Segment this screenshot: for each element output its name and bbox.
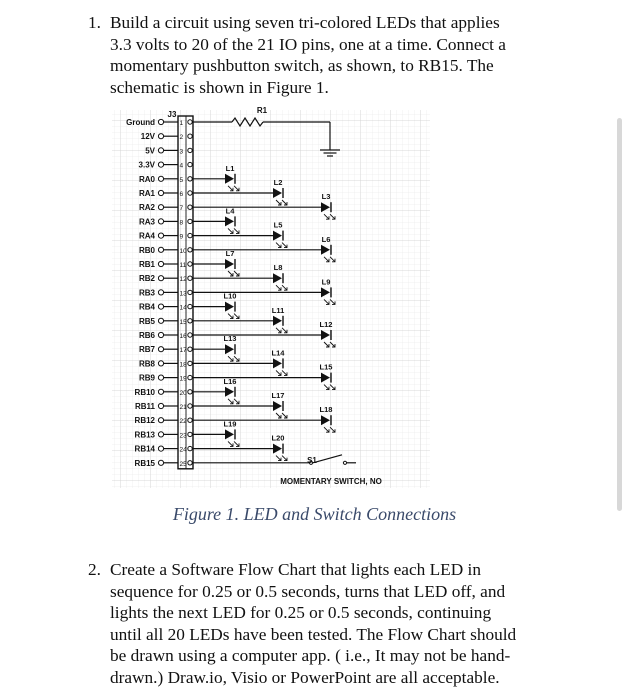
led-label: L14 bbox=[271, 348, 285, 358]
pin-terminal bbox=[158, 261, 163, 266]
pin-number: 14 bbox=[179, 304, 187, 312]
pin-terminal bbox=[158, 446, 163, 451]
pin-number: 2 bbox=[179, 134, 184, 142]
pin-number: 7 bbox=[179, 205, 184, 213]
question-1-line: Build a circuit using seven tri-colored LEDs that applies bbox=[110, 13, 500, 32]
connector-label: J3 bbox=[167, 110, 177, 119]
pin-label: RB11 bbox=[134, 402, 155, 411]
led-label: L2 bbox=[273, 178, 283, 187]
question-2-line: sequence for 0.25 or 0.5 seconds, turns that LED off, and bbox=[110, 581, 506, 601]
scrollbar[interactable] bbox=[617, 118, 622, 511]
pin-number: 16 bbox=[179, 333, 187, 340]
pin-number: 21 bbox=[179, 404, 187, 411]
led-label: L15 bbox=[319, 362, 333, 372]
switch-caption: MOMENTARY SWITCH, NO bbox=[280, 477, 382, 486]
led-label: L17 bbox=[271, 391, 285, 400]
led-label: L5 bbox=[273, 220, 283, 230]
question-2 bbox=[88, 559, 558, 688]
connector-contact bbox=[188, 375, 192, 379]
pin-terminal bbox=[158, 418, 163, 423]
pin-label: RB8 bbox=[138, 359, 155, 369]
question-2-line: Create a Software Flow Chart that lights each LED in bbox=[110, 560, 481, 579]
pin-label: RB2 bbox=[138, 274, 155, 284]
led-label: L12 bbox=[319, 320, 333, 329]
switch-contact bbox=[343, 461, 346, 464]
pin-terminal bbox=[158, 304, 163, 309]
led-label: L18 bbox=[319, 405, 333, 415]
led-label: L8 bbox=[273, 263, 283, 273]
connector-contact bbox=[188, 404, 192, 408]
pin-label: RB4 bbox=[138, 302, 155, 312]
connector-contact bbox=[188, 319, 192, 323]
question-1-line: 3.3 volts to 20 of the 21 IO pins, one at a time. Connect a bbox=[110, 34, 506, 54]
question-1-line: schematic is shown in Figure 1. bbox=[110, 77, 329, 97]
pin-number: 24 bbox=[179, 446, 187, 454]
figure-caption: Figure 1. LED and Switch Connections bbox=[172, 504, 457, 524]
led-label: L19 bbox=[223, 419, 237, 429]
pin-number: 8 bbox=[179, 219, 184, 227]
pin-number: 19 bbox=[179, 375, 187, 383]
pin-number: 11 bbox=[179, 262, 187, 269]
pin-number: 25 bbox=[179, 460, 187, 468]
pin-number: 9 bbox=[179, 233, 184, 241]
pin-terminal bbox=[158, 233, 163, 238]
led-label: L11 bbox=[271, 305, 285, 315]
connector-contact bbox=[188, 134, 192, 138]
pin-terminal bbox=[158, 290, 163, 295]
pin-terminal bbox=[158, 389, 163, 394]
connector-contact bbox=[188, 347, 192, 351]
pin-label: RA1 bbox=[138, 189, 155, 198]
pin-number: 10 bbox=[179, 247, 187, 255]
pin-label: RB15 bbox=[134, 458, 155, 468]
led-label: L3 bbox=[321, 192, 331, 202]
question-2-number: 2. bbox=[88, 560, 101, 579]
pin-number: 5 bbox=[179, 176, 184, 184]
pin-terminal bbox=[158, 460, 163, 465]
pin-number: 18 bbox=[179, 361, 187, 369]
pin-label: Ground bbox=[126, 118, 155, 127]
pin-label: RB6 bbox=[138, 331, 155, 340]
question-2-line: be drawn using a computer app. ( i.e., It may not be hand- bbox=[110, 646, 511, 665]
connector-contact bbox=[188, 219, 192, 223]
pin-label: 3.3V bbox=[138, 160, 155, 170]
pin-label: RB1 bbox=[138, 260, 155, 269]
pin-terminal bbox=[158, 148, 163, 153]
pin-number: 6 bbox=[179, 191, 184, 198]
pin-label: RB3 bbox=[138, 288, 155, 298]
pin-label: RA0 bbox=[138, 174, 155, 184]
pin-label: RB7 bbox=[138, 345, 155, 355]
pin-label: RB5 bbox=[138, 316, 155, 326]
connector-contact bbox=[188, 432, 192, 436]
led-label: L13 bbox=[223, 334, 237, 344]
pin-terminal bbox=[158, 318, 163, 323]
pin-number: 13 bbox=[179, 290, 187, 298]
pin-terminal bbox=[158, 134, 163, 139]
pin-terminal bbox=[158, 176, 163, 181]
connector-contact bbox=[188, 262, 192, 266]
connector-contact bbox=[188, 390, 192, 394]
pin-label: RB14 bbox=[134, 444, 155, 454]
pin-label: RB13 bbox=[134, 430, 155, 440]
pin-label: RA2 bbox=[138, 203, 155, 213]
pin-terminal bbox=[158, 205, 163, 210]
connector-contact bbox=[188, 461, 192, 465]
pin-number: 22 bbox=[179, 418, 187, 426]
connector-contact bbox=[188, 290, 192, 294]
pin-number: 12 bbox=[179, 276, 187, 284]
pin-terminal bbox=[158, 247, 163, 252]
pin-terminal bbox=[158, 332, 163, 337]
pin-terminal bbox=[158, 403, 163, 408]
connector-contact bbox=[188, 120, 192, 124]
connector-contact bbox=[188, 276, 192, 280]
connector-contact bbox=[188, 162, 192, 166]
pin-number: 20 bbox=[179, 389, 187, 397]
led-label: L9 bbox=[321, 277, 331, 287]
question-2-line: lights the next LED for 0.25 or 0.5 seconds, continuing bbox=[110, 603, 492, 622]
pin-terminal bbox=[158, 375, 163, 380]
question-1-line: momentary pushbutton switch, as shown, to RB15. The bbox=[110, 56, 494, 75]
resistor-label: R1 bbox=[256, 106, 268, 115]
pin-label: 5V bbox=[145, 146, 155, 156]
pin-terminal bbox=[158, 190, 163, 195]
connector-contact bbox=[188, 361, 192, 365]
connector-contact bbox=[188, 233, 192, 237]
pin-terminal bbox=[158, 162, 163, 167]
pin-label: RA3 bbox=[138, 217, 155, 227]
led-label: L6 bbox=[321, 234, 331, 244]
question-2-line: drawn.) Draw.io, Visio or PowerPoint are all acceptable. bbox=[110, 667, 500, 687]
pin-label: RB0 bbox=[138, 245, 155, 255]
pin-label: 12V bbox=[140, 132, 155, 142]
connector-contact bbox=[188, 248, 192, 252]
connector-contact bbox=[188, 148, 192, 152]
connector-contact bbox=[188, 418, 192, 422]
question-2-line: until all 20 LEDs have been tested. The Flow Chart should bbox=[110, 624, 517, 644]
pin-label: RB12 bbox=[134, 416, 155, 426]
pin-number: 17 bbox=[179, 347, 187, 355]
pin-number: 1 bbox=[179, 120, 184, 127]
pin-terminal bbox=[158, 276, 163, 281]
led-label: L16 bbox=[223, 376, 237, 386]
connector-contact bbox=[188, 177, 192, 181]
pin-label: RB10 bbox=[134, 387, 155, 397]
led-label: L10 bbox=[223, 291, 237, 301]
switch-label: S1 bbox=[307, 456, 317, 465]
connector-contact bbox=[188, 333, 192, 337]
pin-number: 23 bbox=[179, 432, 187, 440]
question-1-number: 1. bbox=[88, 13, 101, 32]
question-2-text bbox=[110, 559, 558, 688]
pin-number: 3 bbox=[179, 148, 184, 156]
connector-contact bbox=[188, 304, 192, 308]
pin-number: 15 bbox=[179, 318, 187, 326]
pin-label: RB9 bbox=[138, 373, 155, 383]
led-label: L1 bbox=[225, 163, 235, 173]
led-label: L4 bbox=[225, 206, 235, 216]
led-label: L20 bbox=[271, 433, 285, 443]
connector-contact bbox=[188, 205, 192, 209]
pin-terminal bbox=[158, 432, 163, 437]
pin-terminal bbox=[158, 219, 163, 224]
pin-terminal bbox=[158, 119, 163, 124]
pin-terminal bbox=[158, 361, 163, 366]
pin-terminal bbox=[158, 347, 163, 352]
led-label: L7 bbox=[225, 249, 235, 258]
connector-contact bbox=[188, 191, 192, 195]
pin-label: RA4 bbox=[138, 231, 155, 241]
pin-number: 4 bbox=[179, 162, 184, 170]
connector-contact bbox=[188, 446, 192, 450]
